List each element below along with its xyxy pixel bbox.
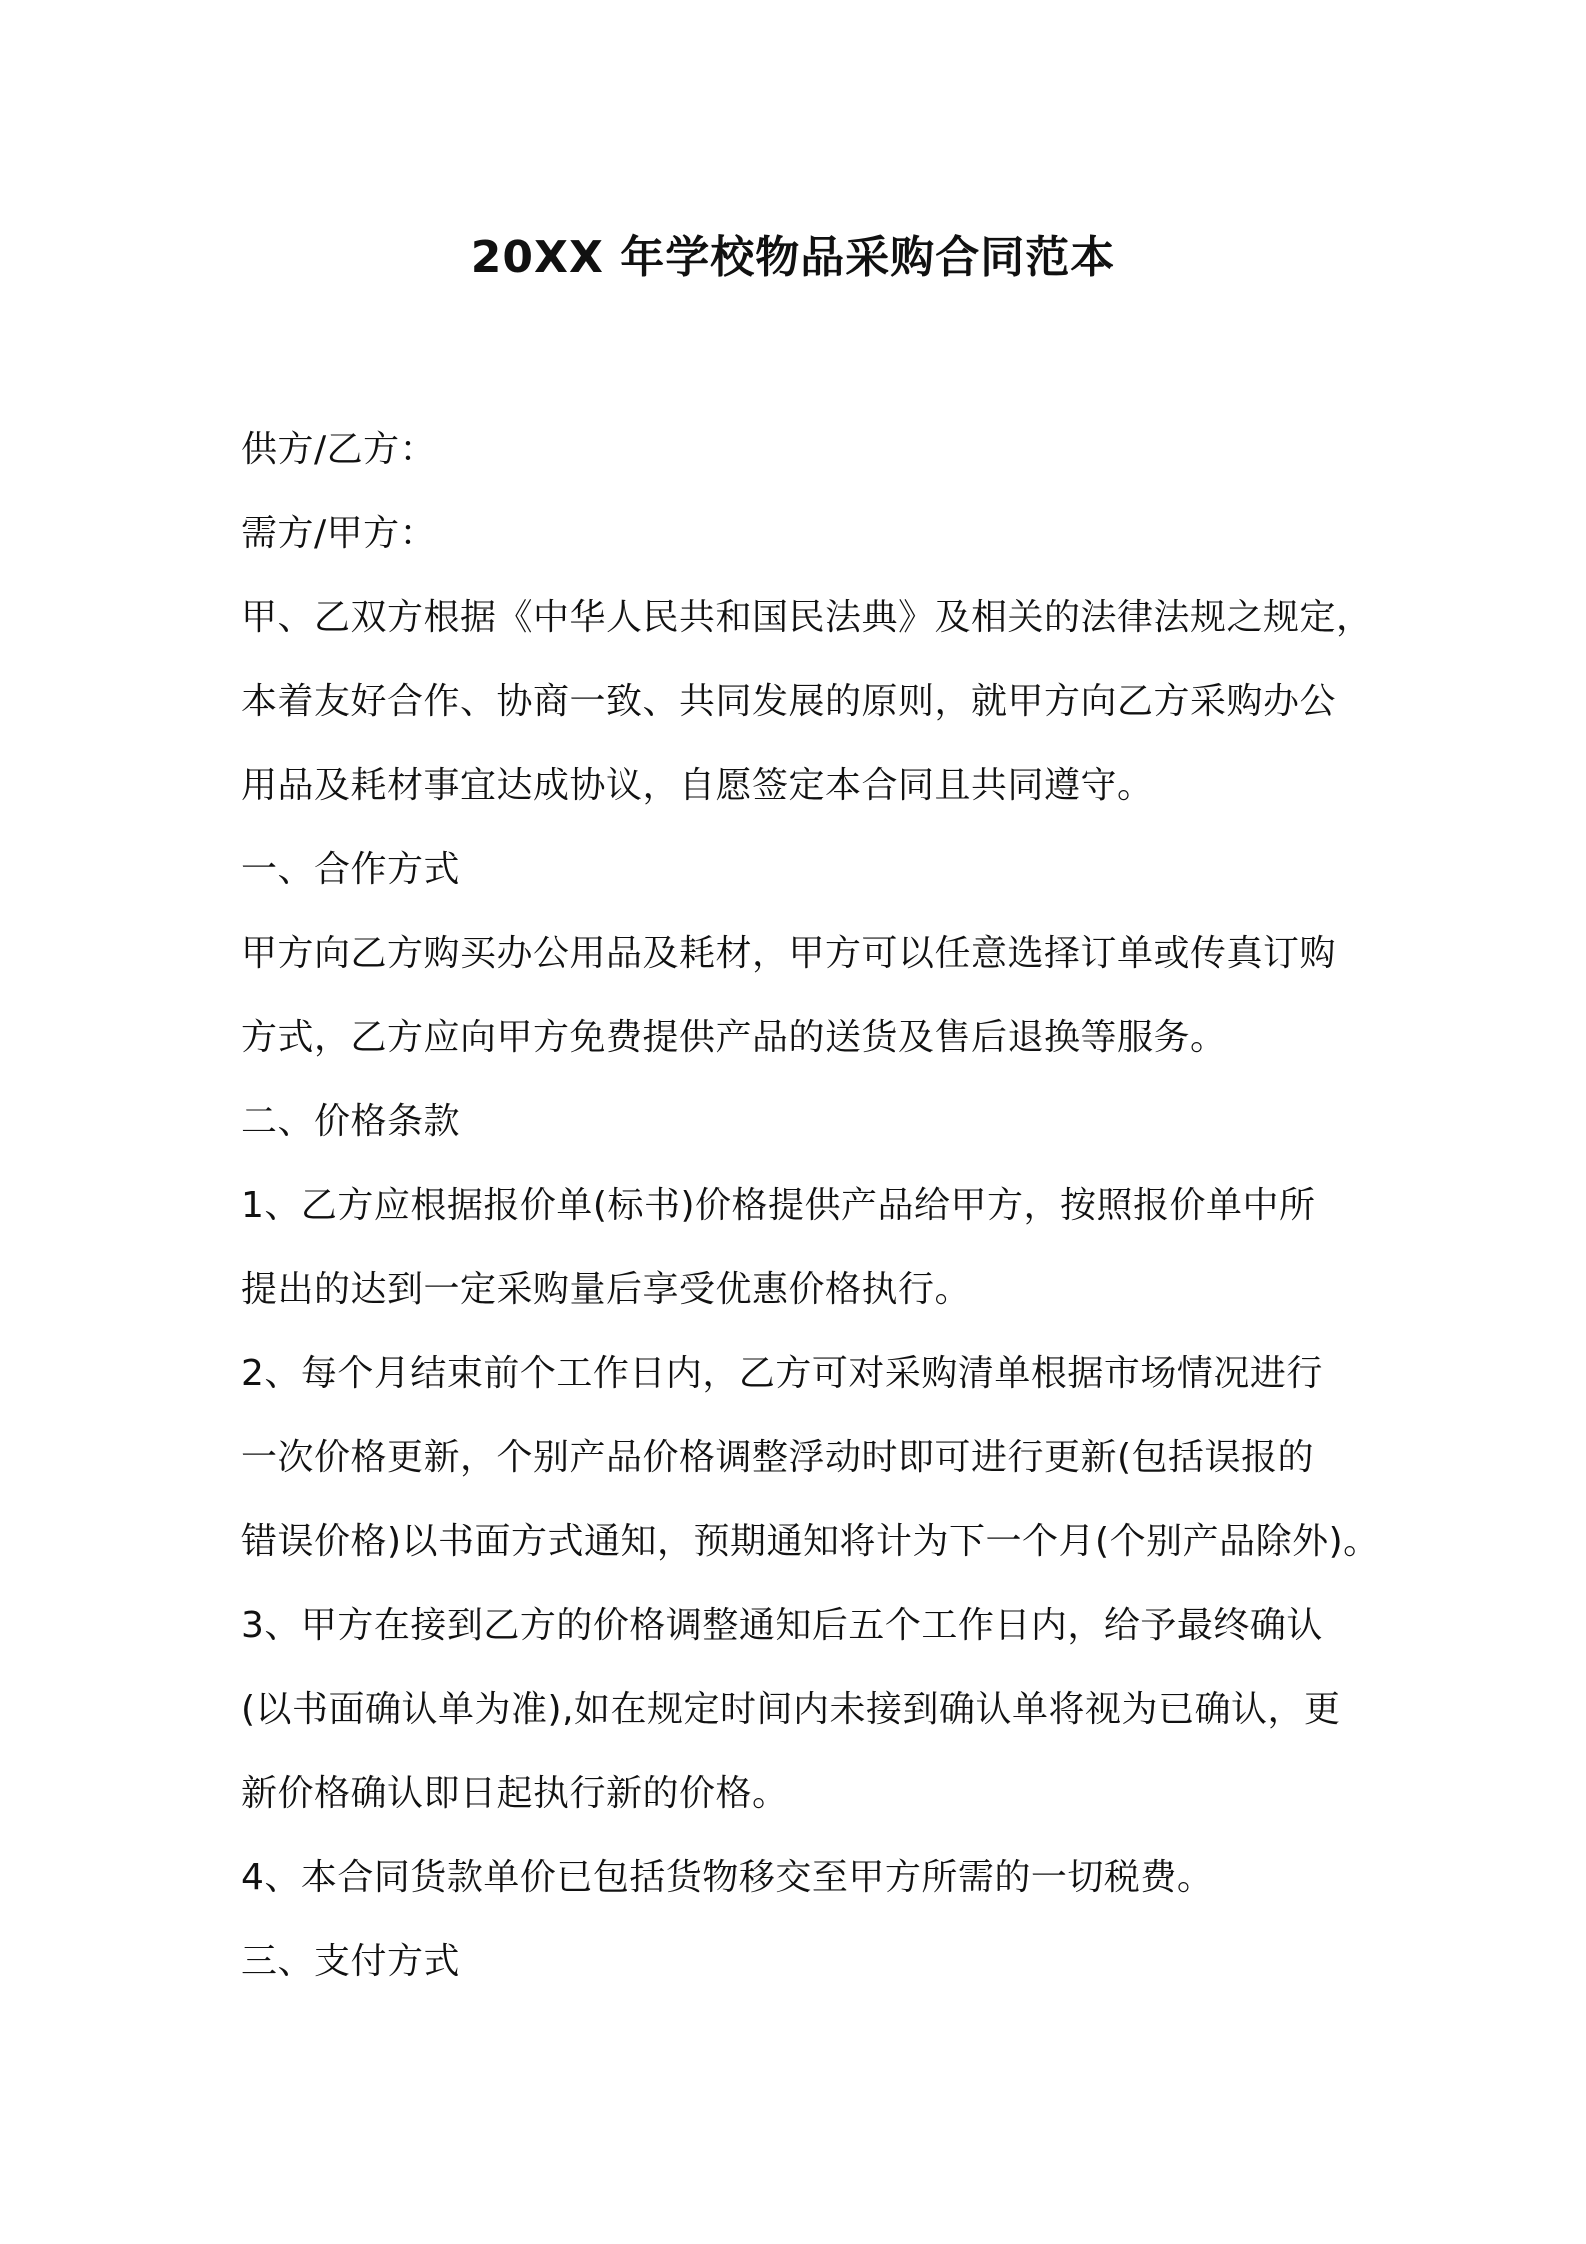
document-body	[241, 408, 1381, 2004]
clause-line: 2、每个月结束前个工作日内，乙方可对采购清单根据市场情况进行	[241, 1353, 1323, 1394]
clause-line: 一次价格更新，个别产品价格调整浮动时即可进行更新(包括误报的	[241, 1437, 1315, 1478]
clause-line: 新价格确认即日起执行新的价格。	[241, 1773, 789, 1814]
preamble-line: 本着友好合作、协商一致、共同发展的原则，就甲方向乙方采购办公	[241, 681, 1337, 722]
clause-line: 1、乙方应根据报价单(标书)价格提供产品给甲方，按照报价单中所	[241, 1185, 1316, 1226]
document-title: 20XX 年学校物品采购合同范本	[470, 232, 1116, 283]
section-heading: 二、价格条款	[241, 1101, 461, 1142]
clause-line: 4、本合同货款单价已包括货物移交至甲方所需的一切税费。	[241, 1857, 1214, 1898]
preamble-line: 用品及耗材事宜达成协议，自愿签定本合同且共同遵守。	[241, 765, 1154, 806]
preamble-line: 甲、乙双方根据《中华人民共和国民法典》及相关的法律法规之规定，	[241, 597, 1373, 638]
section-heading: 一、合作方式	[241, 849, 461, 890]
section-heading: 三、支付方式	[241, 1941, 461, 1982]
clause-line: 提出的达到一定采购量后享受优惠价格执行。	[241, 1269, 972, 1310]
clause-line: 错误价格)以书面方式通知，预期通知将计为下一个月(个别产品除外)。	[241, 1521, 1380, 1562]
paragraph-line: 甲方向乙方购买办公用品及耗材，甲方可以任意选择订单或传真订购	[241, 933, 1337, 974]
buyer-line: 需方/甲方：	[241, 513, 437, 554]
supplier-line: 供方/乙方：	[241, 429, 437, 470]
clause-line: 3、甲方在接到乙方的价格调整通知后五个工作日内，给予最终确认	[241, 1605, 1323, 1646]
paragraph-line: 方式，乙方应向甲方免费提供产品的送货及售后退换等服务。	[241, 1017, 1227, 1058]
clause-line: (以书面确认单为准),如在规定时间内未接到确认单将视为已确认，更	[241, 1689, 1341, 1730]
